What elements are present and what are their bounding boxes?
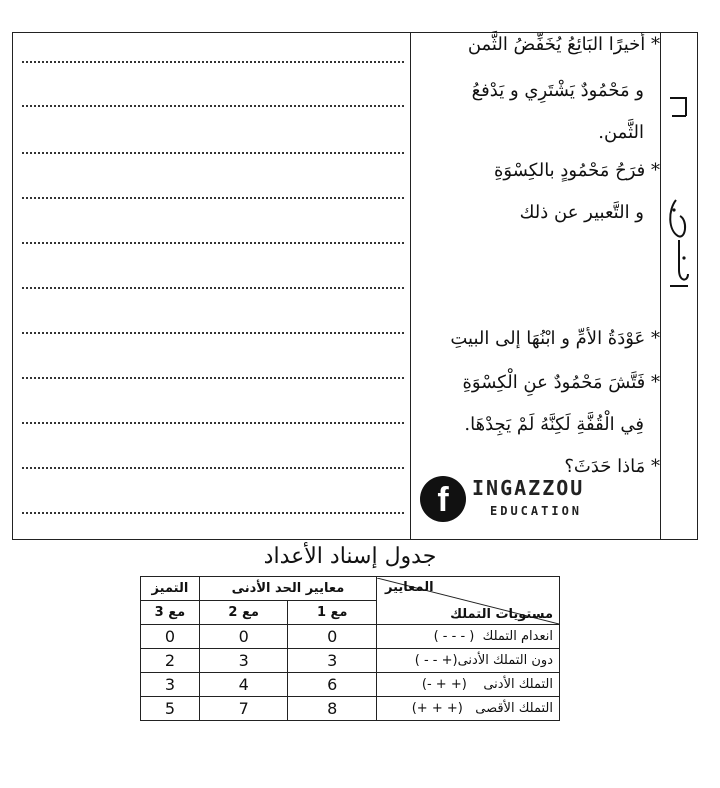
score-cell: 4 bbox=[199, 673, 288, 697]
answer-line bbox=[22, 422, 404, 424]
handwritten-side-title bbox=[664, 90, 694, 300]
score-cell: 3 bbox=[288, 649, 377, 673]
score-cell: 6 bbox=[288, 673, 377, 697]
criteria-header-cell bbox=[377, 577, 560, 625]
score-cell: 3 bbox=[199, 649, 288, 673]
story-item: * أخيرًا البَائِعُ يُخَفِّضُ الثَّمن bbox=[467, 34, 660, 55]
level-symbol: (+ - - ) bbox=[414, 653, 458, 668]
answer-line bbox=[22, 197, 404, 199]
story-item: * فَتَّشَ مَحْمُودٌ عنِ الْكِسْوَةِ bbox=[462, 372, 660, 393]
story-item: * مَاذا حَدَثَ؟ bbox=[564, 456, 660, 477]
story-item: و مَحْمُودٌ يَشْتَرِي و يَدْفعُ bbox=[471, 80, 644, 101]
sub-header: مع 3 bbox=[141, 601, 200, 625]
score-cell: 2 bbox=[141, 649, 200, 673]
answer-line bbox=[22, 152, 404, 154]
group-min-header: معايير الحد الأدنى bbox=[199, 577, 376, 601]
sub-header: مع 1 bbox=[288, 601, 377, 625]
level-cell bbox=[377, 625, 560, 649]
answer-line bbox=[22, 467, 404, 469]
score-cell: 0 bbox=[199, 625, 288, 649]
level-label: دون التملك الأدنى bbox=[457, 653, 553, 668]
grading-table bbox=[140, 576, 560, 721]
answer-line bbox=[22, 512, 404, 514]
sub-header: مع 2 bbox=[199, 601, 288, 625]
logo-subtitle: EDUCATION bbox=[490, 504, 583, 518]
table-row bbox=[141, 673, 560, 697]
level-cell bbox=[377, 649, 560, 673]
facebook-icon: f bbox=[420, 476, 466, 522]
level-label: التملك الأدنى bbox=[483, 677, 553, 692]
table-row bbox=[141, 625, 560, 649]
answer-line bbox=[22, 242, 404, 244]
score-cell: 7 bbox=[199, 697, 288, 721]
answer-line bbox=[22, 332, 404, 334]
answer-line bbox=[22, 287, 404, 289]
story-item: الثَّمن. bbox=[598, 122, 644, 143]
table-row bbox=[141, 649, 560, 673]
level-label: التملك الأقصى bbox=[475, 701, 553, 716]
story-item: * فرَحُ مَحْمُودٍ بالكِسْوَةِ bbox=[493, 160, 660, 181]
table-row bbox=[141, 697, 560, 721]
table-title: جدول إسناد الأعداد bbox=[263, 544, 437, 569]
side-column-divider bbox=[660, 32, 661, 540]
column-divider bbox=[410, 32, 411, 540]
score-cell: 0 bbox=[288, 625, 377, 649]
story-item: * عَوْدَةُ الأمِّ و ابْنُهَا إلى البيتِ bbox=[450, 328, 660, 349]
header-criteria: المعايير bbox=[385, 579, 434, 595]
answer-line bbox=[22, 105, 404, 107]
score-cell: 5 bbox=[141, 697, 200, 721]
level-symbol: (+ + -) bbox=[421, 677, 467, 692]
score-cell: 3 bbox=[141, 673, 200, 697]
level-symbol: ( - - - ) bbox=[433, 629, 475, 644]
ingazzou-logo bbox=[420, 474, 620, 526]
header-levels: مستويات التملك bbox=[450, 606, 553, 622]
answer-line bbox=[22, 377, 404, 379]
answer-line bbox=[22, 61, 404, 63]
story-item: و التَّعبير عن ذلك bbox=[519, 202, 644, 223]
level-cell bbox=[377, 697, 560, 721]
logo-name: INGAZZOU bbox=[472, 476, 585, 500]
score-cell: 0 bbox=[141, 625, 200, 649]
story-item: فِي الْقُفَّةِ لَكِنَّهُ لَمْ يَجِدْهَا. bbox=[464, 414, 644, 435]
level-label: انعدام التملك bbox=[482, 629, 553, 644]
score-cell: 8 bbox=[288, 697, 377, 721]
group-excellence-header: التميز bbox=[141, 577, 200, 601]
level-cell bbox=[377, 673, 560, 697]
level-symbol: (+ + +) bbox=[411, 701, 463, 716]
